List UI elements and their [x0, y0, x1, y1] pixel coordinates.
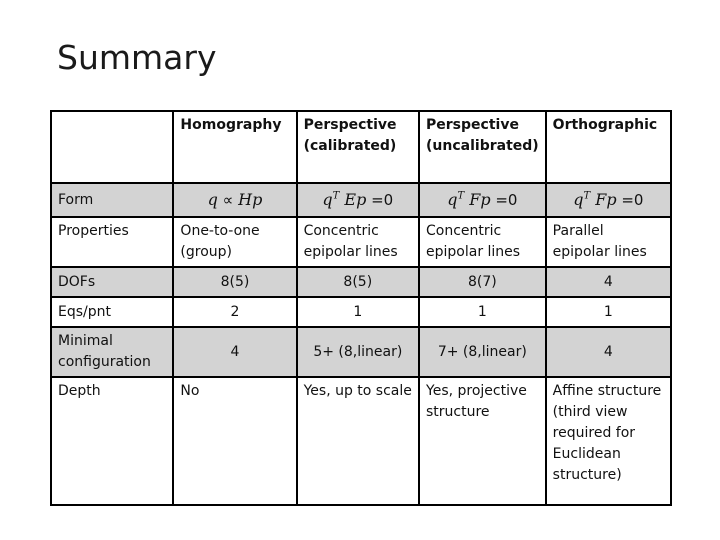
table-cell: 1 — [297, 297, 419, 327]
row-label: Properties — [51, 217, 173, 267]
header-perspective-calibrated — [297, 111, 419, 183]
header-orthographic: Orthographic — [546, 111, 671, 183]
header-line: Perspective — [303, 117, 397, 133]
form-orthographic: $q^T$ Fp =0 — [546, 183, 671, 217]
header-line: (calibrated) — [303, 138, 397, 154]
row-label: Depth — [51, 377, 173, 505]
form-homography: q ∝ Hp — [173, 183, 296, 217]
table-cell: Yes, up to scale — [297, 377, 419, 505]
table-cell: Concentric epipolar lines — [297, 217, 419, 267]
table-row-dofs — [51, 267, 671, 297]
table-cell: 1 — [419, 297, 546, 327]
row-label: Form — [51, 183, 173, 217]
form-calibrated: $q^T$ Ep =0 — [297, 183, 419, 217]
table-cell: 2 — [173, 297, 296, 327]
table-cell: 8(5) — [297, 267, 419, 297]
header-homography: Homography — [173, 111, 296, 183]
table-cell: 4 — [173, 327, 296, 377]
table-cell: 7+ (8,linear) — [419, 327, 546, 377]
header-perspective-uncalibrated — [419, 111, 546, 183]
table-cell: No — [173, 377, 296, 505]
table-row-properties — [51, 217, 671, 267]
table-cell: 8(7) — [419, 267, 546, 297]
table-cell: 5+ (8,linear) — [297, 327, 419, 377]
table-cell: One-to-one (group) — [173, 217, 296, 267]
table-cell: 4 — [546, 327, 671, 377]
table-row-eqs-per-point — [51, 297, 671, 327]
row-label: Eqs/pnt — [51, 297, 173, 327]
table-header-row — [51, 111, 671, 183]
table-cell: Affine structure (third view required for Euclidean structure) — [546, 377, 671, 505]
table-row-depth — [51, 377, 671, 505]
table-cell: 4 — [546, 267, 671, 297]
table-cell: Yes, projective structure — [419, 377, 546, 505]
form-uncalibrated: $q^T$ Fp =0 — [419, 183, 546, 217]
row-label: DOFs — [51, 267, 173, 297]
summary-table — [50, 110, 672, 506]
table-cell: Concentric epipolar lines — [419, 217, 546, 267]
table-row-form — [51, 183, 671, 217]
header-corner-cell — [51, 111, 173, 183]
table-cell: 1 — [546, 297, 671, 327]
slide-title: Summary — [57, 38, 217, 77]
header-line: (uncalibrated) — [426, 138, 539, 154]
table-cell: Parallel epipolar lines — [546, 217, 671, 267]
table-cell: 8(5) — [173, 267, 296, 297]
row-label: Minimal configuration — [51, 327, 173, 377]
header-line: Perspective — [426, 117, 519, 133]
table-row-minimal-configuration — [51, 327, 671, 377]
